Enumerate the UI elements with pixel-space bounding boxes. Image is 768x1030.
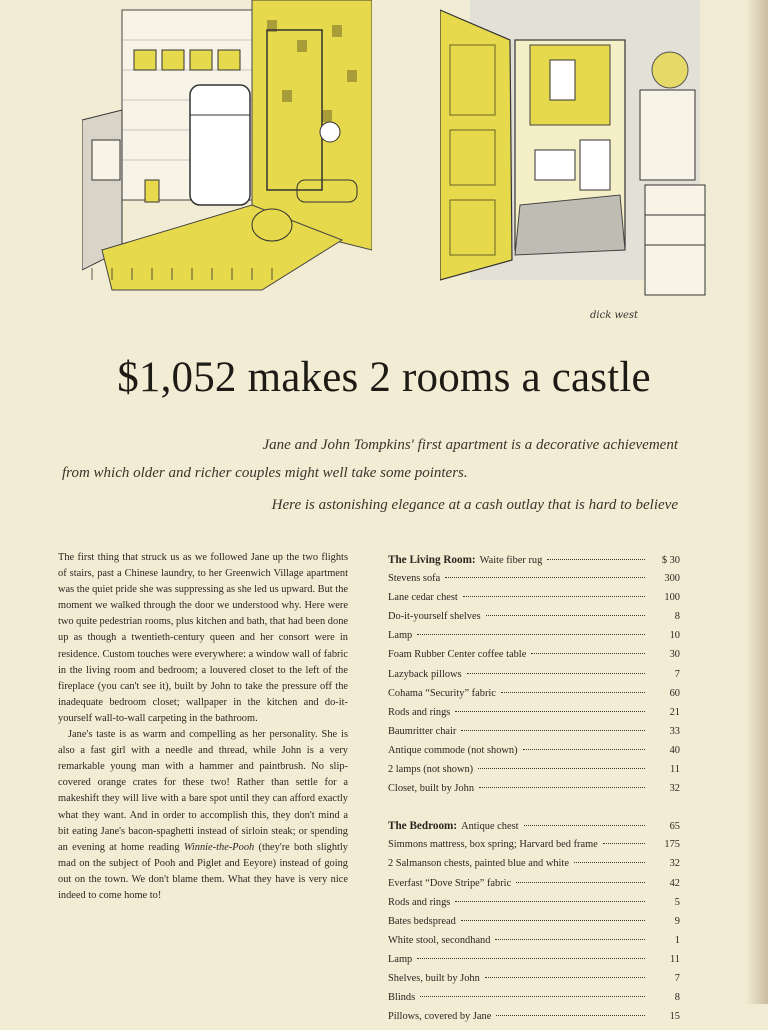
item-price: 5: [674, 896, 680, 908]
item-label: Foam Rubber Center coffee table: [388, 649, 527, 661]
item-price: 175: [664, 839, 680, 851]
item-price: 32: [669, 858, 680, 870]
item-label: White stool, secondhand: [388, 934, 491, 946]
body-paragraph-2-start: Jane's taste is as warm and compelling as her personality. She is also a fast girl with a needle and thread, while John is a very remarkable young man with a hammer and paintbrush. No slip-covered orange crates for these two! Rather than settle for a makeshift they will live with a bare spot until they can afford exactly what they want. And in order to accomplish this, they don't mind a bit eating Jane's bacon-spaghetti instead of sirloin steak; or spending an evening at home reading: [58, 729, 348, 853]
item-price: 40: [669, 744, 680, 756]
dot-leader: [531, 653, 645, 654]
item-price: 15: [669, 1011, 680, 1023]
item-price: 11: [669, 953, 680, 965]
bedroom-list: [388, 820, 680, 1030]
dot-leader: [523, 749, 645, 750]
dot-leader: [467, 673, 645, 674]
item-price: 10: [669, 630, 680, 642]
dot-leader: [516, 882, 645, 883]
item-price: 9: [674, 915, 680, 927]
dot-leader: [417, 634, 645, 635]
dot-leader: [479, 787, 645, 788]
price-row: [388, 630, 680, 649]
price-row: [388, 611, 680, 630]
living-room-list: [388, 554, 680, 802]
item-price: 32: [669, 783, 680, 795]
price-row: [388, 973, 680, 992]
book-title: Winnie-the-Pooh: [183, 841, 255, 853]
price-row: [388, 764, 680, 783]
item-label: Lane cedar chest: [388, 592, 458, 604]
item-price: 8: [674, 611, 680, 623]
item-label: Shelves, built by John: [388, 972, 480, 984]
item-price: 30: [669, 649, 680, 661]
price-row: [388, 669, 680, 688]
illustration-signature: dick west: [590, 310, 639, 321]
price-row: [388, 707, 680, 726]
item-price: 11: [669, 764, 680, 776]
price-row: [388, 820, 680, 839]
price-row: [388, 897, 680, 916]
subhead-line-3: Here is astonishing elegance at a cash outlay that is hard to believe: [271, 497, 678, 513]
body-paragraph-2-end: (they're both slightly mad on the subject of Pooh and Piglet and Eeyore) instead of going out on the town. We don't blame them. What they have is very nice indeed to come home to!: [58, 841, 348, 901]
dot-leader: [455, 901, 645, 902]
item-label: Waite fiber rug: [479, 555, 543, 566]
price-row: [388, 726, 680, 745]
price-row: [388, 573, 680, 592]
item-price: 7: [674, 668, 680, 680]
price-row: [388, 554, 680, 573]
item-label: Closet, built by John: [388, 783, 475, 795]
item-price: 65: [669, 821, 680, 833]
dot-leader: [501, 692, 645, 693]
dot-leader: [417, 958, 645, 959]
kitchen-illustration: [82, 0, 372, 330]
dot-leader: [574, 862, 645, 863]
item-label: Everfast “Dove Stripe” fabric: [388, 877, 512, 889]
item-label: Cohama “Security” fabric: [388, 687, 496, 699]
price-row: [388, 783, 680, 802]
article-body: [58, 550, 348, 904]
bathroom-illustration: [440, 0, 720, 330]
item-label: Rods and rings: [388, 706, 451, 718]
price-row: [388, 916, 680, 935]
item-price: 60: [669, 687, 680, 699]
dot-leader: [485, 977, 645, 978]
price-row: [388, 935, 680, 954]
body-paragraph-2: [58, 727, 348, 904]
dot-leader: [495, 939, 645, 940]
item-label: 2 Salmanson chests, painted blue and white: [388, 858, 569, 870]
subhead-line-2: from which older and richer couples might well take some pointers.: [62, 465, 468, 481]
dot-leader: [496, 1015, 645, 1016]
item-label: Pillows, covered by Jane: [388, 1011, 492, 1023]
item-label: Rods and rings: [388, 896, 451, 908]
price-row: [388, 745, 680, 764]
item-price: $ 30: [661, 555, 680, 566]
section-title: The Bedroom:: [388, 820, 458, 833]
price-row: [388, 1011, 680, 1030]
dot-leader: [420, 996, 645, 997]
dot-leader: [445, 577, 645, 578]
headline: $1,052 makes 2 rooms a castle: [117, 354, 651, 401]
dot-leader: [486, 615, 645, 616]
item-label: Lamp: [388, 630, 413, 642]
subhead-line-1: Jane and John Tompkins' first apartment is a decorative achievement: [262, 437, 678, 453]
item-price: 21: [669, 706, 680, 718]
price-row: [388, 858, 680, 877]
price-row: [388, 954, 680, 973]
dot-leader: [463, 596, 645, 597]
item-price: 8: [674, 992, 680, 1004]
item-price: 100: [664, 592, 680, 604]
body-paragraph-1: The first thing that struck us as we followed Jane up the two flights of stairs, past a Chinese laundry, to her Greenwich Village apartment was the quiet pride she was suppressing as she led us upward. But the moment we walked through the door we understood why. Here were two quite pedestrian rooms, plus kitchen and bath, that had been done up as though a twentieth-century queen and her consort were in residence. Custom touches were everywhere: a window wall of fabric in the living room and bedroom; a louvered closet to the left of the fireplace (you can't see it), built by John to take the pressure off the inadequate bedroom closet; wallpaper in the kitchen and do-it-yourself wall-to-wall carpeting in the bathroom.: [58, 552, 348, 724]
item-label: Blinds: [388, 992, 416, 1004]
dot-leader: [603, 843, 645, 844]
section-title: The Living Room:: [388, 554, 476, 566]
price-row: [388, 878, 680, 897]
item-label: Do-it-yourself shelves: [388, 611, 481, 623]
price-row: [388, 688, 680, 707]
dot-leader: [461, 730, 645, 731]
item-label: 2 lamps (not shown): [388, 764, 474, 776]
price-row: [388, 649, 680, 668]
dot-leader: [524, 825, 645, 826]
item-label: Baumritter chair: [388, 725, 457, 737]
dot-leader: [547, 559, 645, 560]
dot-leader: [455, 711, 645, 712]
price-row: [388, 592, 680, 611]
item-label: Simmons mattress, box spring; Harvard bed frame: [388, 839, 598, 851]
item-price: 300: [664, 573, 680, 585]
item-label: Lazyback pillows: [388, 668, 462, 680]
item-price: 1: [674, 934, 680, 946]
item-price: 42: [669, 877, 680, 889]
price-row: [388, 839, 680, 858]
item-price: 33: [669, 725, 680, 737]
dot-leader: [478, 768, 645, 769]
item-label: Lamp: [388, 953, 413, 965]
dot-leader: [461, 920, 645, 921]
item-label: Stevens sofa: [388, 573, 441, 585]
item-label: Antique commode (not shown): [388, 744, 518, 756]
page-edge-shadow: [746, 0, 768, 1004]
item-label: Antique chest: [461, 821, 519, 833]
price-row: [388, 992, 680, 1011]
item-price: 7: [674, 972, 680, 984]
price-list: [388, 554, 680, 1030]
item-label: Bates bedspread: [388, 915, 456, 927]
